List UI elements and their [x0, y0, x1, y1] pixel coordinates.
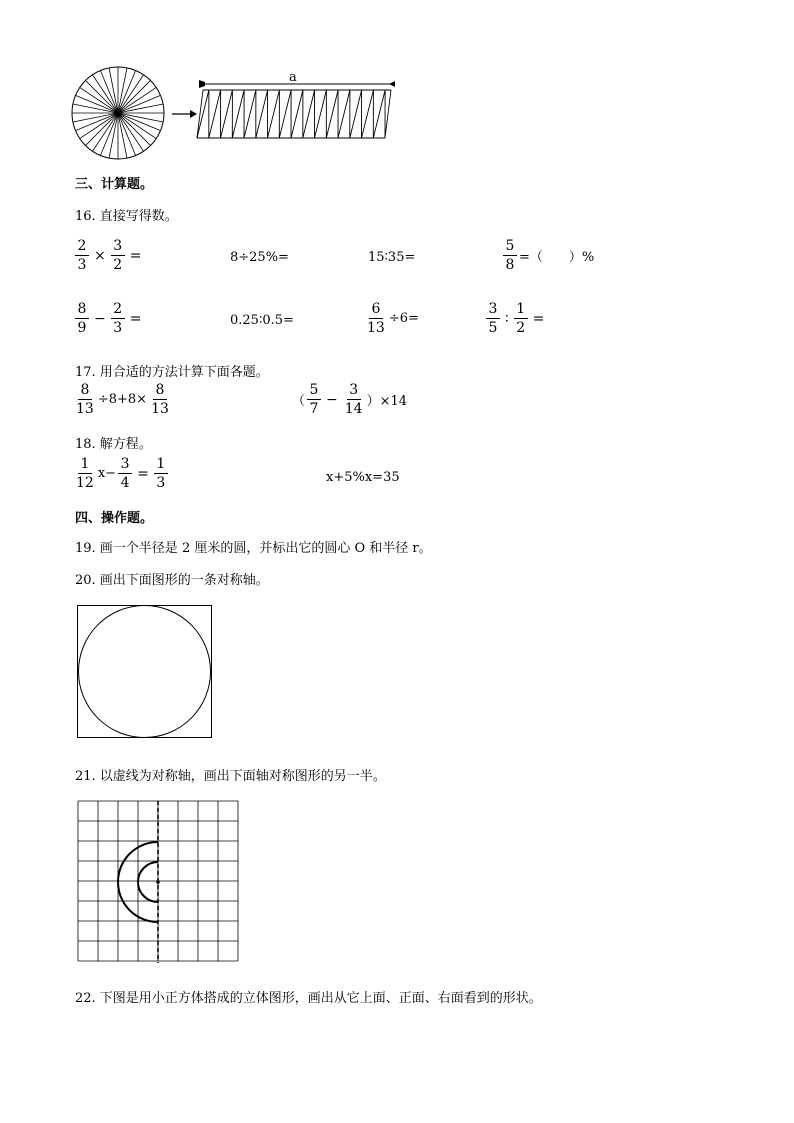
operator: − [326, 391, 338, 408]
expr-middle: x− [97, 466, 117, 481]
denominator: 4 [120, 475, 130, 491]
denominator: 13 [367, 320, 385, 336]
denominator: 2 [516, 320, 526, 336]
close-paren-rest: ）×14 [366, 394, 408, 409]
numerator: 1 [154, 457, 168, 474]
denominator: 3 [77, 257, 87, 273]
symmetry-grid-figure [78, 801, 240, 965]
q17-expr-2 [292, 383, 407, 416]
equals-sign: = [129, 310, 142, 327]
denominator: 3 [156, 475, 166, 491]
parallelogram-label-a: a [289, 70, 297, 85]
question-20-label: 20. 画出下面图形的一条对称轴。 [75, 573, 269, 588]
numerator: 8 [153, 383, 167, 400]
square-with-inscribed-circle-figure [77, 605, 213, 739]
expr-rest: =（ ）% [519, 250, 595, 265]
numerator: 3 [111, 239, 125, 256]
section-title-calculation: 三、计算题。 [75, 177, 154, 192]
numerator: 3 [118, 457, 132, 474]
denominator: 13 [151, 401, 169, 417]
question-22-label: 22. 下图是用小正方体搭成的立体图形，画出从它上面、正面、右面看到的形状。 [75, 991, 542, 1006]
equals-sign: = [129, 247, 142, 264]
q16-expr-4 [501, 239, 594, 272]
q16-expr-1 [73, 239, 144, 272]
denominator: 14 [344, 401, 363, 417]
q16-expr-8 [484, 302, 547, 335]
numerator: 8 [78, 383, 92, 400]
q16-expr-6: 0.25∶0.5= [230, 313, 294, 328]
denominator: 12 [76, 475, 94, 491]
q16-expr-3: 15∶35= [368, 250, 416, 265]
divided-circle-figure [70, 66, 170, 166]
numerator: 1 [78, 457, 92, 474]
q18-expr-1 [72, 457, 170, 490]
numerator: 6 [369, 302, 383, 319]
denominator: 3 [113, 320, 123, 336]
numerator: 1 [514, 302, 528, 319]
operator: − [94, 310, 106, 327]
denominator: 7 [309, 401, 319, 417]
denominator: 2 [113, 257, 123, 273]
denominator: 8 [505, 257, 515, 273]
question-21-label: 21. 以虚线为对称轴，画出下面轴对称图形的另一半。 [75, 769, 386, 784]
parallelogram-figure [195, 70, 400, 142]
denominator: 13 [76, 401, 94, 417]
numerator: 5 [307, 383, 321, 400]
q16-expr-7 [363, 302, 419, 335]
numerator: 3 [347, 383, 361, 400]
q16-expr-2: 8÷25%= [230, 250, 289, 265]
operator: × [94, 247, 106, 264]
numerator: 5 [503, 239, 517, 256]
question-18-label: 18. 解方程。 [75, 437, 152, 452]
expr-rest: ÷6= [388, 311, 419, 326]
numerator: 3 [486, 302, 500, 319]
equals-sign: = [137, 465, 149, 482]
numerator: 2 [75, 239, 89, 256]
question-17-label: 17. 用合适的方法计算下面各题。 [75, 365, 269, 380]
q17-expr-1 [72, 383, 173, 416]
q18-expr-2: x+5%x=35 [326, 470, 400, 485]
open-paren: （ [292, 394, 306, 409]
q16-expr-5 [73, 302, 144, 335]
numerator: 8 [75, 302, 89, 319]
expr-middle: ÷8+8× [97, 392, 148, 407]
question-19-label: 19. 画一个半径是 2 厘米的圆，并标出它的圆心 O 和半径 r。 [75, 541, 432, 556]
question-16-label: 16. 直接写得数。 [75, 209, 178, 224]
operator: ∶ [505, 310, 509, 327]
numerator: 2 [111, 302, 125, 319]
equals-sign: = [532, 310, 545, 327]
section-title-operation: 四、操作题。 [75, 511, 154, 526]
denominator: 5 [488, 320, 498, 336]
denominator: 9 [77, 320, 87, 336]
